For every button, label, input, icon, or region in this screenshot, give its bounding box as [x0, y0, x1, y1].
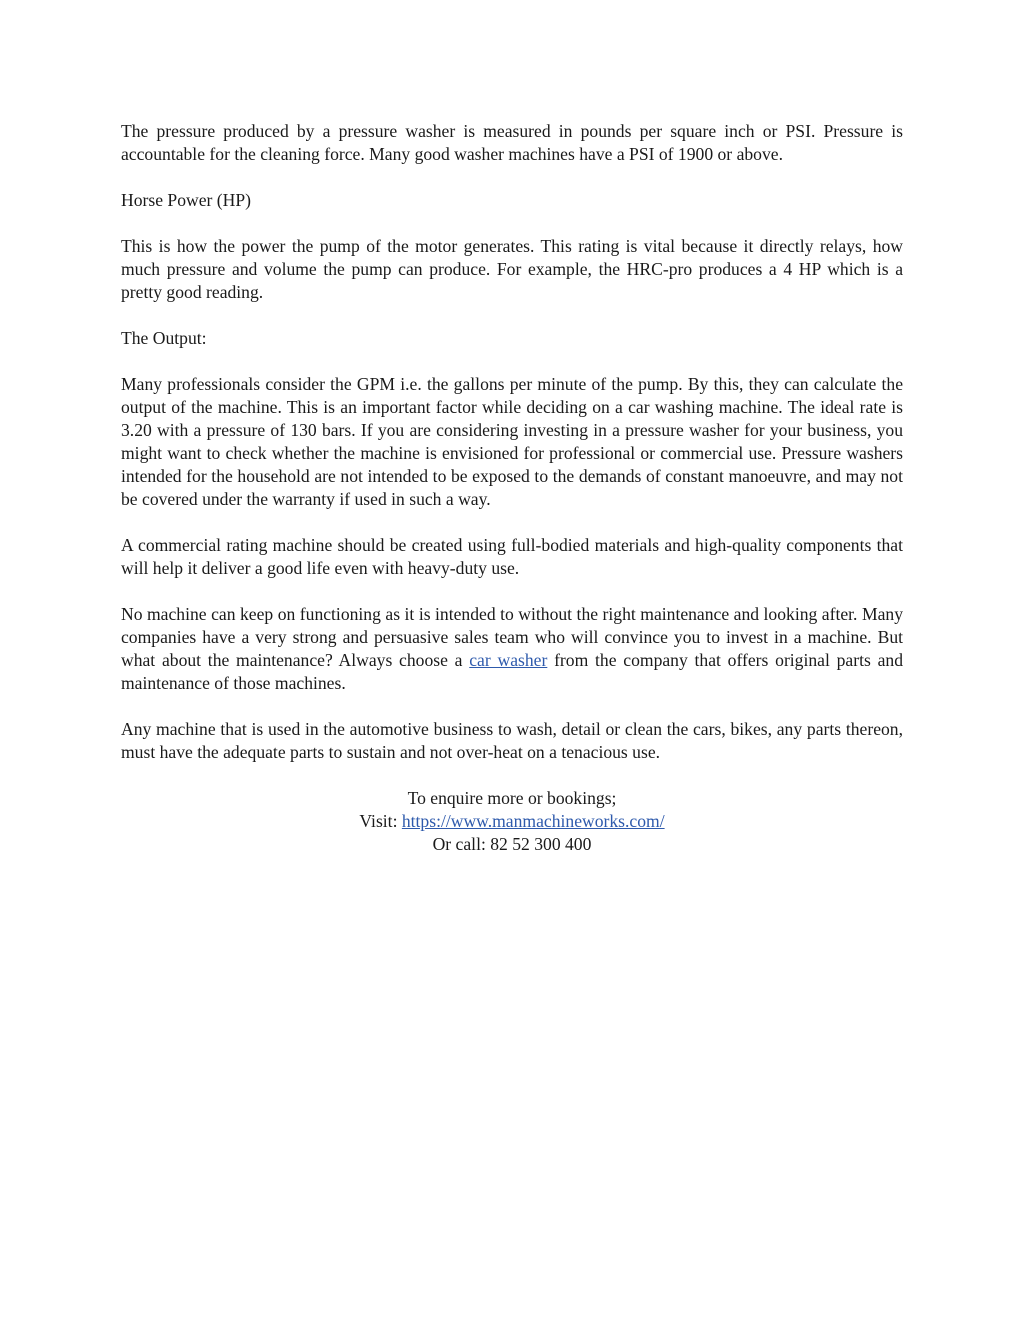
hp-heading: Horse Power (HP) — [121, 190, 251, 210]
car-washer-link[interactable]: car washer — [469, 650, 548, 670]
maintenance-paragraph — [121, 603, 903, 695]
visit-label: Visit: — [359, 811, 402, 831]
automotive-paragraph: Any machine that is used in the automotive business to wash, detail or clean the cars, bikes, any parts thereon, must have the adequate parts to sustain and not over-heat on a tenacious use. — [121, 719, 903, 762]
website-link[interactable]: https://www.manmachineworks.com/ — [401, 811, 665, 831]
contact-block — [121, 787, 903, 856]
maintenance-text-after: from the company that offers original parts and maintenance of those machines. — [121, 650, 903, 693]
psi-paragraph: The pressure produced by a pressure washer is measured in pounds per square inch or PSI. Pressure is accountable for the cleaning force. Many good washer machines have a PSI of 1900 or above. — [121, 121, 903, 164]
visit-line — [121, 810, 903, 833]
hp-paragraph: This is how the power the pump of the motor generates. This rating is vital because it directly relays, how much pressure and volume the pump can produce. For example, the HRC-pro produces a 4 HP which is a pretty good reading. — [121, 236, 903, 302]
enquire-line: To enquire more or bookings; — [407, 788, 617, 808]
document-body — [121, 120, 903, 856]
commercial-paragraph: A commercial rating machine should be created using full-bodied materials and high-quality components that will help it deliver a good life even with heavy-duty use. — [121, 535, 903, 578]
maintenance-text-before: No machine can keep on functioning as it is intended to without the right maintenance and looking after. Many companies have a very strong and persuasive sales team who will convince you to invest in a machine. But what about the maintenance? Always choose a — [121, 604, 903, 670]
call-line: Or call: 82 52 300 400 — [432, 834, 592, 854]
output-paragraph: Many professionals consider the GPM i.e. the gallons per minute of the pump. By this, they can calculate the output of the machine. This is an important factor while deciding on a car washing machine. The ideal rate is 3.20 with a pressure of 130 bars. If you are considering investing in a pressure washer for your business, you might want to check whether the machine is envisioned for professional or commercial use. Pressure washers intended for the household are not intended to be exposed to the demands of constant manoeuvre, and may not be covered under the warranty if used in such a way. — [121, 374, 903, 509]
output-heading: The Output: — [121, 328, 207, 348]
